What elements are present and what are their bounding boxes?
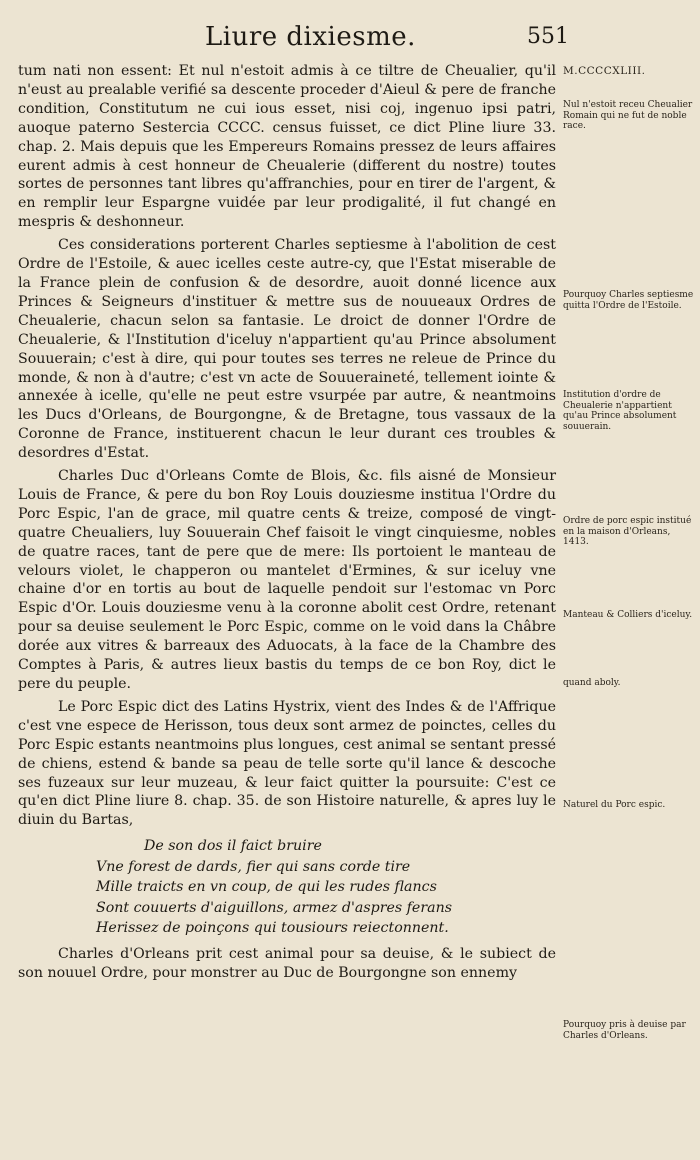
margin-note: Nul n'estoit receu Cheualier Romain qui ne fut de noble race. <box>563 100 693 131</box>
verse-line: Sont couuerts d'aiguillons, armez d'aspres ferans <box>96 899 452 916</box>
running-head <box>0 22 620 58</box>
verse-line: Mille traicts en vn coup, de qui les rudes flancs <box>96 879 437 896</box>
page-number: 551 <box>527 24 569 49</box>
body-text <box>18 62 556 987</box>
paragraph: Charles Duc d'Orleans Comte de Blois, &c. fils aisné de Monsieur Louis de France, & pere du bon Roy Louis douziesme institua l'Ordre du Porc Espic, l'an de grace, mil quatre cents & treize, composé de vingt-quatre Cheualiers, luy Souuerain Chef faisoit le vingt cinquiesme, nobles de quatre races, tant de pere que de mere: Ils portoient le manteau de velours violet, le chapperon ou mantelet d'Ermines, & sur iceluy vne chaine d'or en tortis au bout de laquelle pendoit sur l'estomac vn Porc Espic d'Or. Louis douziesme venu à la coronne abolit cest Ordre, retenant pour sa deuise seulement le Porc Espic, comme on le void dans la Châbre dorée aux vitres & barreaux des Aduocats, à la face de la Chambre des Comptes à Paris, & autres lieux bastis du temps de ce bon Roy, dict le pere du peuple. <box>18 468 556 692</box>
paragraph: Ces considerations porterent Charles septiesme à l'abolition de cest Ordre de l'Estoile, & auec icelles ceste autre-cy, que l'Estat miserable de la France plein de confusion & de desordre, auoit donné licence aux Princes & Seigneurs d'instituer & mettre sus de nouueaux Ordres de Cheualerie, chacun selon sa fantasie. Le droict de donner l'Ordre de Cheualerie, & l'Institution d'iceluy n'appartient qu'au Prince absolument Souuerain; c'est à dire, qui pour toutes ses terres ne releue de Prince du monde, & non à d'autre; c'est vn acte de Souueraineté, tellement iointe & annexée à icelle, qu'elle ne peut estre vsurpée par autre, & neantmoins les Ducs d'Orleans, de Bourgongne, & de Bretagne, tous vassaux de la Coronne de France, instituerent chacun le leur durant ces troubles & desordres d'Estat. <box>18 237 556 462</box>
paragraph: Le Porc Espic dict des Latins Hystrix, vient des Indes & de l'Affrique c'est vne espece de Herisson, tous deux sont armez de poinctes, celles du Porc Espic estants neantmoins plus longues, cest animal se sentant pressé de chiens, estend & bande sa peau de telle sorte qu'il lance & descoche ses fuzeaux sur leur muzeau, & leur faict quitter la poursuite: C'est ce qu'en dict Pline liure 8. chap. 35. de son Histoire naturelle, & apres luy le diuin du Bartas, <box>18 698 556 829</box>
margin-note: quand aboly. <box>563 678 621 688</box>
paragraph: tum nati non essent: Et nul n'estoit admis à ce tiltre de Cheualier, qu'il n'eust au prealable verifié sa descente proceder d'Aieul & pere de franche condition, Constitutum ne cui ious esset, nisi coj, ingenuo ipsi patri, auoque paterno Sestercia CCCC. census fuisset, ce dict Pline liure 33. chap. 2. Mais depuis que les Empereurs Romains pressez de leurs affaires eurent admis à cest honneur de Cheualerie (different du nostre) toutes sortes de personnes tant libres qu'affranchies, pour en tirer de l'argent, & en remplir leur Espargne vuidée par leur prodigalité, il fut changé en mespris & deshonneur. <box>18 63 556 231</box>
margin-note: Manteau & Colliers d'iceluy. <box>563 610 693 620</box>
margin-note-year: M.CCCCXLIII. <box>563 65 646 77</box>
margin-note: Pourquoy pris à deuise par Charles d'Orleans. <box>563 1020 686 1041</box>
margin-note: Institution d'ordre de Cheualerie n'appartient qu'au Prince absolument souuerain. <box>563 390 677 432</box>
margin-note: Naturel du Porc espic. <box>563 800 666 810</box>
verse-quotation <box>18 836 556 939</box>
margin-note: Ordre de porc espic institué en la maison d'Orleans, 1413. <box>563 516 692 547</box>
verse-line: Vne forest de dards, fier qui sans corde tire <box>96 858 411 875</box>
running-title: Liure dixiesme. <box>205 22 416 52</box>
verse-line: De son dos il faict bruire <box>144 838 322 855</box>
margin-note: Pourquoy Charles septiesme quitta l'Ordre de l'Estoile. <box>563 290 694 311</box>
verse-line: Herissez de poinçons qui tousiours reiectonnent. <box>96 920 449 937</box>
paragraph: Charles d'Orleans prit cest animal pour sa deuise, & le subiect de son nouuel Ordre, pour monstrer au Duc de Bourgongne son ennemy <box>18 945 556 981</box>
